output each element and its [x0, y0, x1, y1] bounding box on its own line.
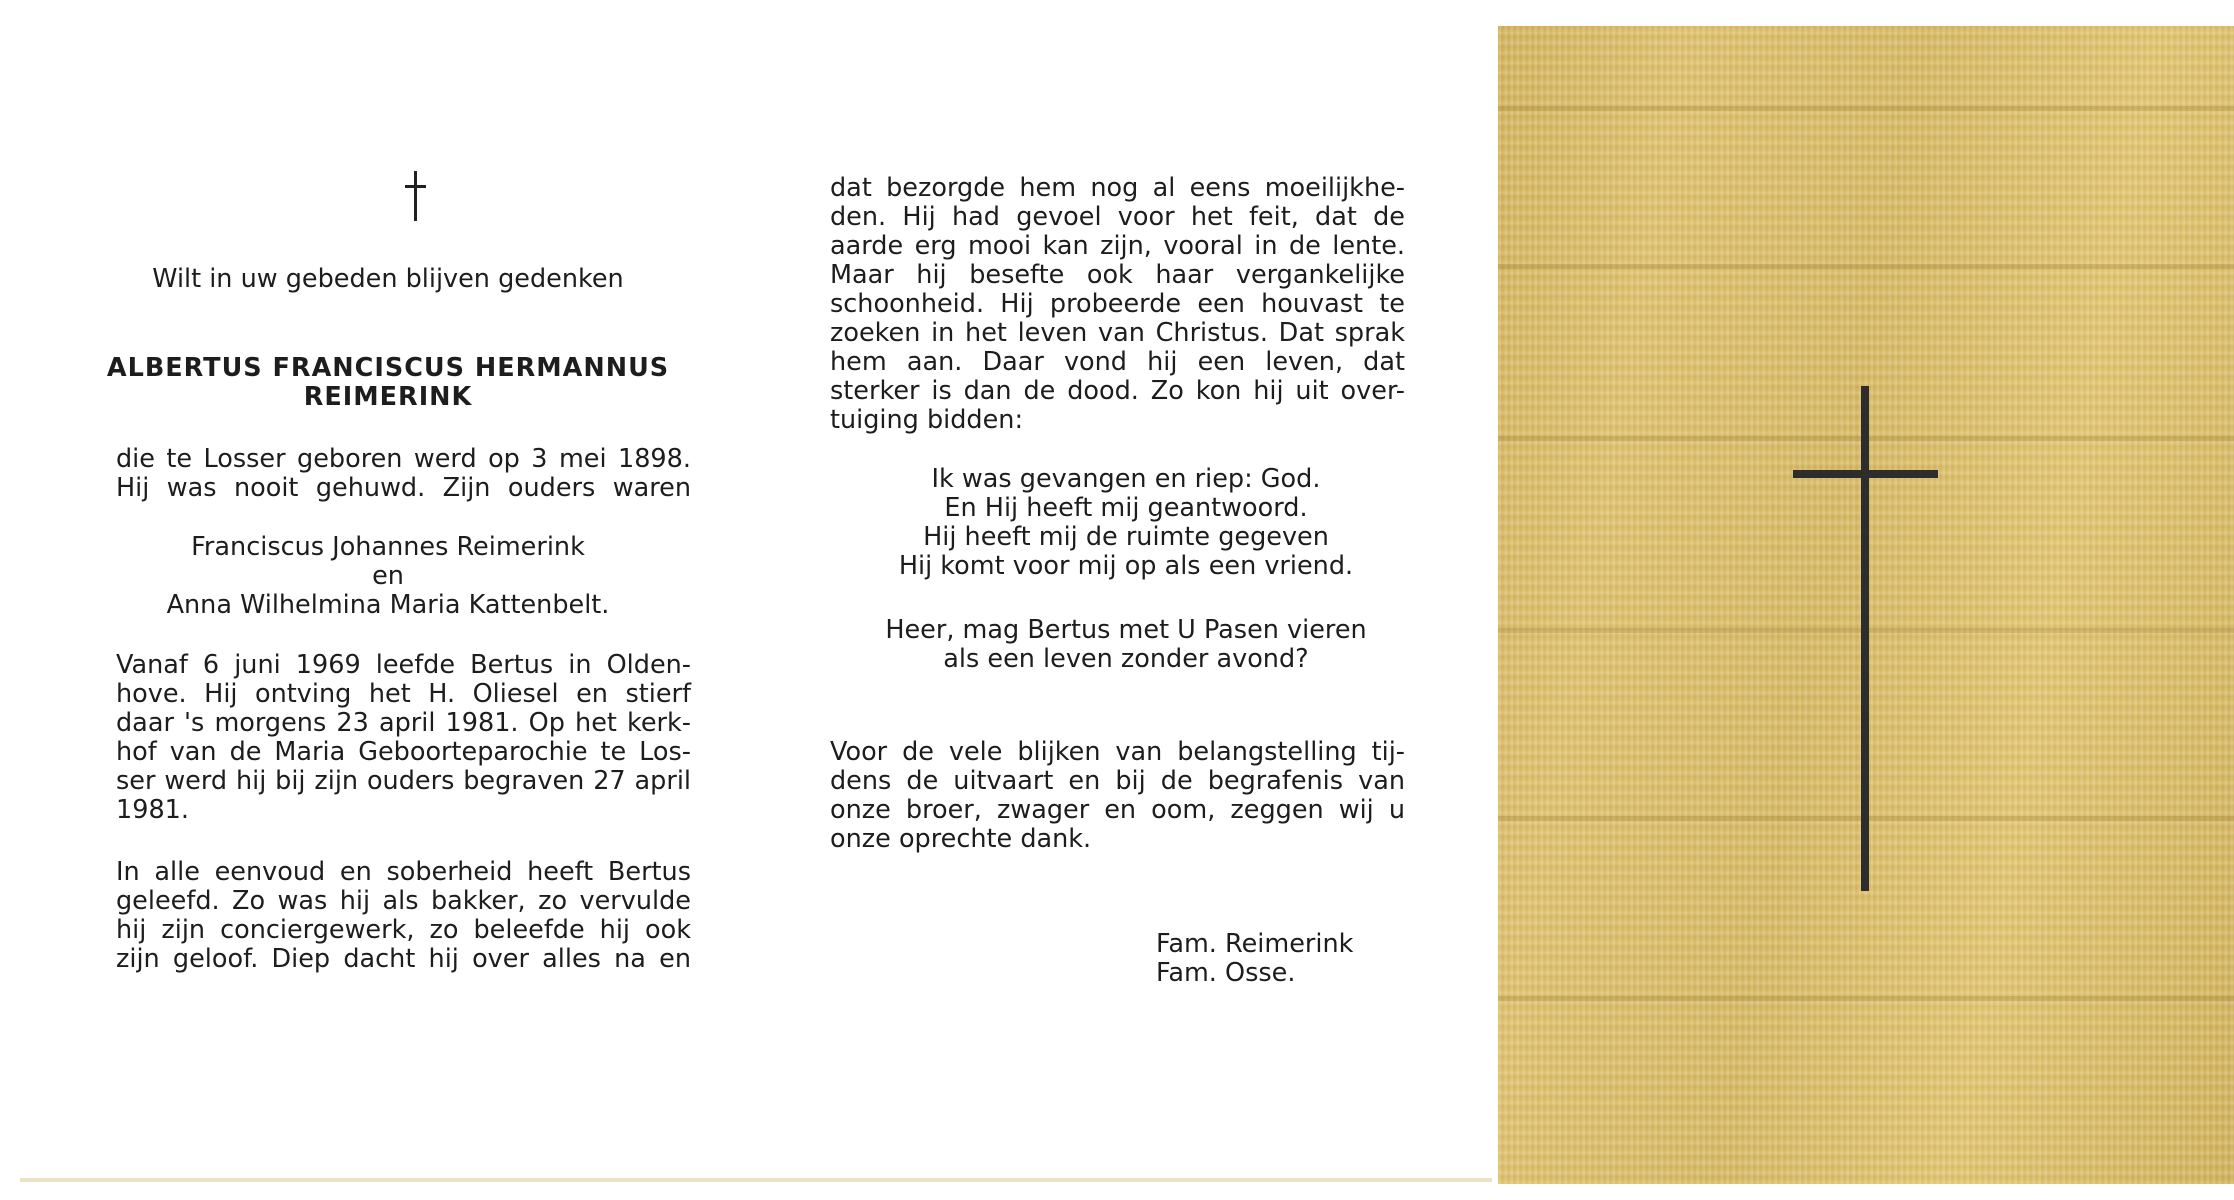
thanks-line-3: onze broer, zwager en oom, zeggen wij u — [830, 795, 1405, 825]
closing-prayer-line-1: Heer, mag Bertus met U Pasen vieren — [885, 615, 1367, 645]
life-paragraph-line-4: zijn geloof. Diep dacht hij over alles na en — [116, 944, 691, 974]
birth-line-1: die te Losser geboren werd op 3 mei 1898. — [116, 444, 691, 474]
small-cross-horizontal — [405, 185, 426, 188]
continuation-line-7: hem aan. Daar vond hij een leven, dat — [830, 347, 1405, 377]
life-paragraph-line-2: geleefd. Zo was hij als bakker, zo vervulde — [116, 886, 691, 916]
card-bottom-edge — [20, 1178, 1492, 1182]
parent-and: en — [372, 561, 404, 591]
prayer-line-1: Ik was gevangen en riep: God. — [931, 464, 1321, 494]
prayer-request: Wilt in uw gebeden blijven gedenken — [152, 264, 624, 294]
life-paragraph-line-1: In alle eenvoud en soberheid heeft Bertus — [116, 857, 691, 887]
signature-osse: Fam. Osse. — [1156, 958, 1296, 988]
left-panel — [20, 28, 756, 1178]
continuation-line-1: dat bezorgde hem nog al eens moeilijkhe- — [830, 173, 1405, 203]
thanks-line-2: dens de uitvaart en bij de begrafenis van — [830, 766, 1405, 796]
death-paragraph-line-5: ser werd hij bij zijn ouders begraven 27 april — [116, 766, 691, 796]
wood-grain-line — [1498, 264, 2234, 269]
wood-grain-cover — [1498, 26, 2234, 1184]
continuation-line-9: tuiging bidden: — [830, 405, 1024, 435]
parent-father: Franciscus Johannes Reimerink — [191, 532, 585, 562]
life-paragraph-line-3: hij zijn conciergewerk, zo beleefde hij ook — [116, 915, 691, 945]
thanks-line-1: Voor de vele blijken van belangstelling tij- — [830, 737, 1405, 767]
signature-reimerink: Fam. Reimerink — [1156, 929, 1354, 959]
closing-prayer-line-2: als een leven zonder avond? — [943, 644, 1309, 674]
prayer-line-4: Hij komt voor mij op als een vriend. — [898, 551, 1354, 581]
wood-grain-line — [1498, 996, 2234, 1001]
small-cross-vertical — [414, 171, 417, 221]
continuation-line-3: aarde erg mooi kan zijn, vooral in de lente. — [830, 231, 1405, 261]
large-cross-vertical — [1861, 386, 1869, 891]
large-cross-icon — [1793, 386, 1943, 896]
birth-line-2: Hij was nooit gehuwd. Zijn ouders waren — [116, 473, 691, 503]
continuation-line-2: den. Hij had gevoel voor het feit, dat de — [830, 202, 1405, 232]
continuation-line-8: sterker is dan de dood. Zo kon hij uit over- — [830, 376, 1405, 406]
death-paragraph-line-2: hove. Hij ontving het H. Oliesel en stierf — [116, 679, 691, 709]
deceased-name-line-2: REIMERINK — [303, 382, 473, 412]
death-paragraph-line-3: daar 's morgens 23 april 1981. Op het kerk- — [116, 708, 691, 738]
wood-grain-line — [1498, 106, 2234, 111]
continuation-line-5: schoonheid. Hij probeerde een houvast te — [830, 289, 1405, 319]
continuation-line-4: Maar hij besefte ook haar vergankelijke — [830, 260, 1405, 290]
prayer-line-3: Hij heeft mij de ruimte gegeven — [923, 522, 1329, 552]
prayer-line-2: En Hij heeft mij geantwoord. — [944, 493, 1308, 523]
death-paragraph-line-1: Vanaf 6 juni 1969 leefde Bertus in Olden- — [116, 650, 691, 680]
parent-mother: Anna Wilhelmina Maria Kattenbelt. — [166, 590, 610, 620]
deceased-name-line-1: ALBERTUS FRANCISCUS HERMANNUS — [106, 353, 670, 383]
thanks-line-4: onze oprechte dank. — [830, 824, 1092, 854]
death-paragraph-line-4: hof van de Maria Geboorteparochie te Los- — [116, 737, 691, 767]
small-cross-icon — [404, 171, 428, 221]
memorial-card-inside — [20, 28, 1492, 1178]
death-paragraph-line-6: 1981. — [116, 795, 190, 825]
continuation-line-6: zoeken in het leven van Christus. Dat sprak — [830, 318, 1405, 348]
large-cross-horizontal — [1793, 470, 1938, 478]
middle-panel — [756, 28, 1492, 1178]
